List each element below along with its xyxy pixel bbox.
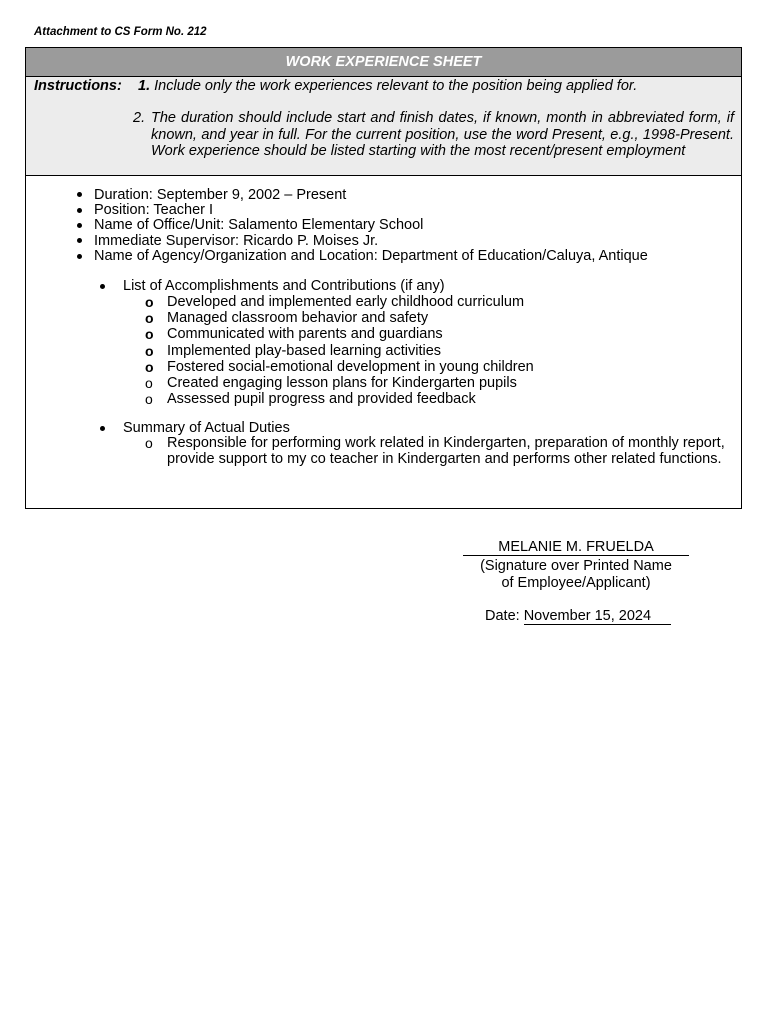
- date-line: [485, 608, 671, 624]
- instruction-number-1: 1.: [138, 78, 151, 94]
- instructions-section: [26, 77, 741, 176]
- accomplishment-item: Developed and implemented early childhood curriculum: [167, 294, 525, 310]
- circle-bullet-icon: o: [145, 343, 154, 359]
- accomplishment-item: Created engaging lesson plans for Kindergarten pupils: [167, 375, 517, 391]
- duties-heading: Summary of Actual Duties: [123, 420, 290, 436]
- duty-item: Responsible for performing work related in Kindergarten, preparation of monthly report, provide support to my co teacher in Kindergarten and performs other related functions.: [167, 435, 725, 467]
- bullet-icon: [77, 238, 82, 243]
- signature-caption-line1: (Signature over Printed Name: [480, 558, 672, 574]
- bullet-icon: [77, 208, 82, 213]
- accomplishments-heading: List of Accomplishments and Contributions (if any): [123, 278, 445, 294]
- work-experience-sheet: [25, 47, 742, 509]
- attachment-label: Attachment to CS Form No. 212: [34, 26, 207, 38]
- circle-bullet-icon: o: [145, 375, 153, 391]
- date-label: Date:: [485, 608, 520, 624]
- detail-supervisor: Immediate Supervisor: Ricardo P. Moises Jr.: [94, 233, 379, 249]
- detail-agency: Name of Agency/Organization and Location: Department of Education/Caluya, Antique: [94, 248, 648, 264]
- bullet-icon: [100, 426, 105, 431]
- circle-bullet-icon: o: [145, 435, 153, 451]
- signature-block: [463, 539, 689, 592]
- accomplishment-item: Managed classroom behavior and safety: [167, 310, 429, 326]
- circle-bullet-icon: o: [145, 326, 154, 342]
- signature-name: MELANIE M. FRUELDA: [463, 539, 689, 556]
- accomplishment-item: Communicated with parents and guardians: [167, 326, 443, 342]
- bullet-icon: [77, 192, 82, 197]
- circle-bullet-icon: o: [145, 294, 154, 310]
- bullet-icon: [100, 284, 105, 289]
- instruction-item-1: [138, 78, 637, 94]
- accomplishment-item: Fostered social-emotional development in young children: [167, 359, 534, 375]
- signature-caption-line2: of Employee/Applicant): [501, 575, 651, 591]
- instruction-text-1: Include only the work experiences relevant to the position being applied for.: [154, 78, 638, 94]
- instructions-label: Instructions:: [34, 78, 122, 94]
- circle-bullet-icon: o: [145, 391, 153, 407]
- date-value: November 15, 2024: [524, 608, 671, 625]
- bullet-icon: [77, 254, 82, 259]
- accomplishment-item: Assessed pupil progress and provided feedback: [167, 391, 476, 407]
- detail-position: Position: Teacher I: [94, 202, 214, 218]
- instruction-text-2: The duration should include start and finish dates, if known, month in abbreviated form, if known, and year in full. For the current position, use the word Present, e.g., 1998-Present. Work experience should be listed starting with the most recent/present employment: [151, 110, 734, 159]
- instruction-number-2: 2.: [133, 110, 146, 126]
- sheet-title: WORK EXPERIENCE SHEET: [26, 48, 741, 77]
- detail-duration: Duration: September 9, 2002 – Present: [94, 187, 347, 203]
- accomplishment-item: Implemented play-based learning activities: [167, 343, 442, 359]
- bullet-icon: [77, 223, 82, 228]
- circle-bullet-icon: o: [145, 359, 154, 375]
- detail-office: Name of Office/Unit: Salamento Elementary School: [94, 217, 424, 233]
- circle-bullet-icon: o: [145, 310, 154, 326]
